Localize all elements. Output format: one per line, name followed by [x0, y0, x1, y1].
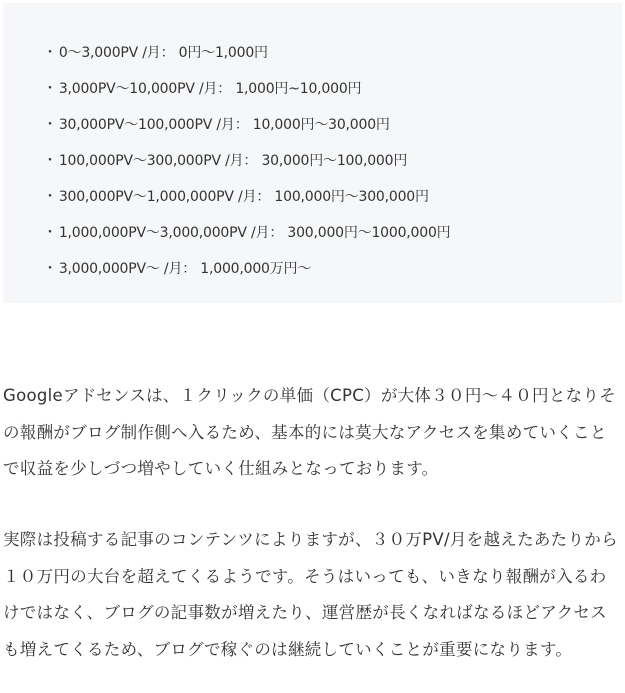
bullet: ・	[43, 225, 57, 241]
bullet: ・	[43, 261, 57, 277]
list-item-text: 100,000PV〜300,000PV /月： 30,000円〜100,000円	[58, 153, 408, 169]
list-item	[43, 215, 450, 251]
list-item-text: 0〜3,000PV /月： 0円〜1,000円	[58, 45, 268, 61]
bullet: ・	[43, 45, 57, 61]
revenue-paragraph: 実際は投稿する記事のコンテンツによりますが、３０万PV/月を越えたあたりから１０万円の大台を超えてくるようです。そうはいっても、いきなり報酬が入るわけではなく、ブログの記事数が増えたり、運営歴が長くなればなるほどアクセスも増えてくるため、ブログで稼ぐのは継続していくことが重要になります。	[3, 530, 618, 659]
list-item-text: 300,000PV〜1,000,000PV /月： 100,000円〜300,000円	[58, 189, 429, 205]
list-item	[43, 107, 450, 143]
bullet: ・	[43, 81, 57, 97]
list-item-text: 3,000,000PV〜 /月： 1,000,000万円〜	[58, 261, 312, 277]
pv-revenue-list	[43, 35, 450, 287]
list-item	[43, 143, 450, 179]
list-item-text: 30,000PV〜100,000PV /月： 10,000円〜30,000円	[58, 117, 390, 133]
pv-revenue-box	[3, 3, 622, 303]
list-item	[43, 71, 450, 107]
list-item	[43, 179, 450, 215]
bullet: ・	[43, 153, 57, 169]
adsense-paragraph: Googleアドセンスは、１クリックの単価（CPC）が大体３０円〜４０円となりその報酬がブログ制作側へ入るため、基本的には莫大なアクセスを集めていくことで収益を少しづつ増やしていく仕組みとなっております。	[3, 386, 617, 478]
list-item	[43, 35, 450, 71]
list-item	[43, 251, 450, 287]
list-item-text: 1,000,000PV〜3,000,000PV /月： 300,000円〜1000,000円	[58, 225, 451, 241]
list-item-text: 3,000PV〜10,000PV /月： 1,000円~10,000円	[58, 81, 362, 97]
bullet: ・	[43, 117, 57, 133]
bullet: ・	[43, 189, 57, 205]
